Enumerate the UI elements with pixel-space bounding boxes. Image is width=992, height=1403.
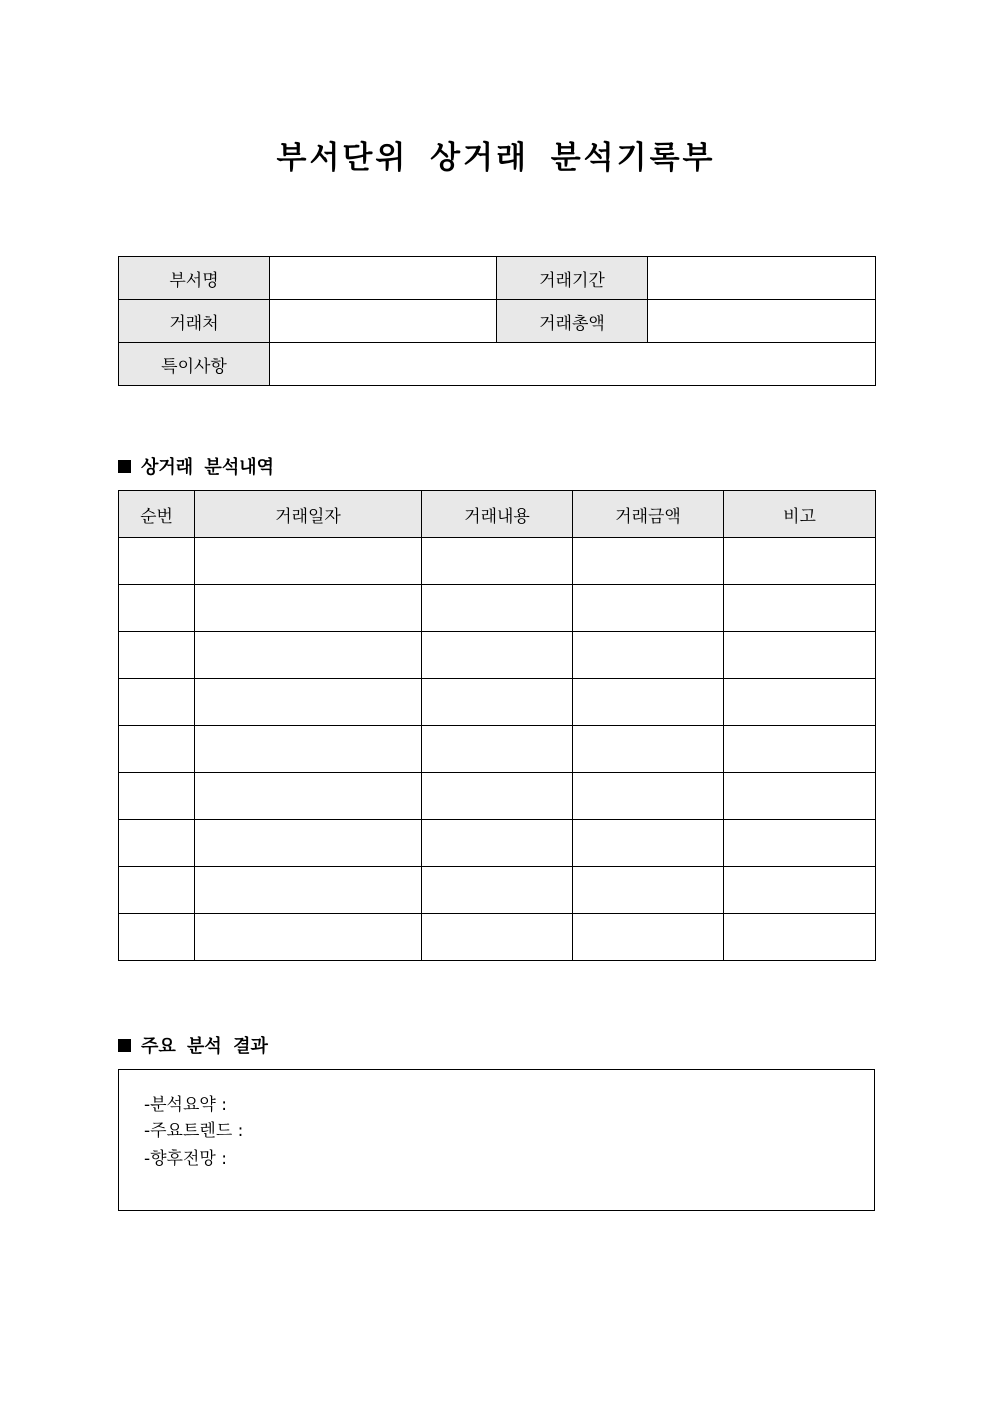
table-cell[interactable] xyxy=(422,538,573,585)
table-row xyxy=(119,632,876,679)
table-row xyxy=(119,538,876,585)
table-cell[interactable] xyxy=(724,538,876,585)
table-row xyxy=(119,914,876,961)
table-cell[interactable] xyxy=(724,726,876,773)
table-cell[interactable] xyxy=(422,867,573,914)
table-cell[interactable] xyxy=(724,585,876,632)
ledger-header-row xyxy=(119,491,876,538)
table-cell[interactable] xyxy=(195,726,422,773)
table-cell[interactable] xyxy=(573,726,724,773)
table-cell[interactable] xyxy=(724,867,876,914)
table-cell[interactable] xyxy=(195,679,422,726)
info-row-note xyxy=(119,343,876,386)
ledger-heading-text: 상거래 분석내역 xyxy=(141,457,274,478)
partner-label: 거래처 xyxy=(119,300,270,343)
column-header: 거래금액 xyxy=(573,491,724,538)
table-row xyxy=(119,867,876,914)
dept-label: 부서명 xyxy=(119,257,270,300)
table-cell[interactable] xyxy=(422,773,573,820)
table-cell[interactable] xyxy=(573,632,724,679)
note-label: 특이사항 xyxy=(119,343,270,386)
table-cell[interactable] xyxy=(422,726,573,773)
period-field[interactable] xyxy=(648,257,876,300)
table-cell[interactable] xyxy=(422,820,573,867)
dept-field[interactable] xyxy=(270,257,497,300)
table-cell[interactable] xyxy=(119,914,195,961)
table-cell[interactable] xyxy=(119,726,195,773)
table-cell[interactable] xyxy=(573,914,724,961)
table-cell[interactable] xyxy=(422,632,573,679)
table-cell[interactable] xyxy=(119,773,195,820)
table-cell[interactable] xyxy=(195,820,422,867)
info-row-dept xyxy=(119,257,876,300)
table-row xyxy=(119,726,876,773)
table-cell[interactable] xyxy=(724,820,876,867)
note-field[interactable] xyxy=(270,343,876,386)
table-cell[interactable] xyxy=(724,632,876,679)
page-title: 부서단위 상거래 분석기록부 xyxy=(276,140,716,176)
table-cell[interactable] xyxy=(573,820,724,867)
table-row xyxy=(119,679,876,726)
table-cell[interactable] xyxy=(573,773,724,820)
table-cell[interactable] xyxy=(119,585,195,632)
result-heading-text: 주요 분석 결과 xyxy=(141,1036,268,1057)
table-cell[interactable] xyxy=(119,820,195,867)
total-field[interactable] xyxy=(648,300,876,343)
result-section-heading xyxy=(118,1032,268,1058)
table-cell[interactable] xyxy=(195,585,422,632)
table-cell[interactable] xyxy=(573,679,724,726)
table-cell[interactable] xyxy=(195,538,422,585)
trend-line: -주요트렌드 : xyxy=(144,1121,244,1141)
table-cell[interactable] xyxy=(195,914,422,961)
ledger-section-heading xyxy=(118,453,274,479)
table-cell[interactable] xyxy=(573,867,724,914)
table-cell[interactable] xyxy=(422,914,573,961)
table-cell[interactable] xyxy=(195,632,422,679)
table-cell[interactable] xyxy=(573,538,724,585)
summary-line: -분석요약 : xyxy=(144,1095,227,1115)
table-row xyxy=(119,585,876,632)
table-cell[interactable] xyxy=(195,867,422,914)
table-cell[interactable] xyxy=(119,632,195,679)
table-cell[interactable] xyxy=(119,679,195,726)
table-row xyxy=(119,820,876,867)
table-cell[interactable] xyxy=(119,538,195,585)
table-cell[interactable] xyxy=(573,585,724,632)
table-cell[interactable] xyxy=(119,867,195,914)
table-cell[interactable] xyxy=(195,773,422,820)
partner-field[interactable] xyxy=(270,300,497,343)
table-cell[interactable] xyxy=(724,914,876,961)
period-label: 거래기간 xyxy=(497,257,648,300)
table-cell[interactable] xyxy=(724,679,876,726)
column-header: 비고 xyxy=(724,491,876,538)
outlook-line: -향후전망 : xyxy=(144,1149,227,1169)
column-header: 순번 xyxy=(119,491,195,538)
table-row xyxy=(119,773,876,820)
square-bullet-icon xyxy=(118,460,131,473)
table-cell[interactable] xyxy=(422,585,573,632)
table-cell[interactable] xyxy=(724,773,876,820)
square-bullet-icon xyxy=(118,1039,131,1052)
column-header: 거래내용 xyxy=(422,491,573,538)
info-table xyxy=(118,256,876,386)
column-header: 거래일자 xyxy=(195,491,422,538)
result-box[interactable] xyxy=(118,1069,875,1211)
table-cell[interactable] xyxy=(422,679,573,726)
ledger-table xyxy=(118,490,876,961)
total-label: 거래총액 xyxy=(497,300,648,343)
info-row-partner xyxy=(119,300,876,343)
